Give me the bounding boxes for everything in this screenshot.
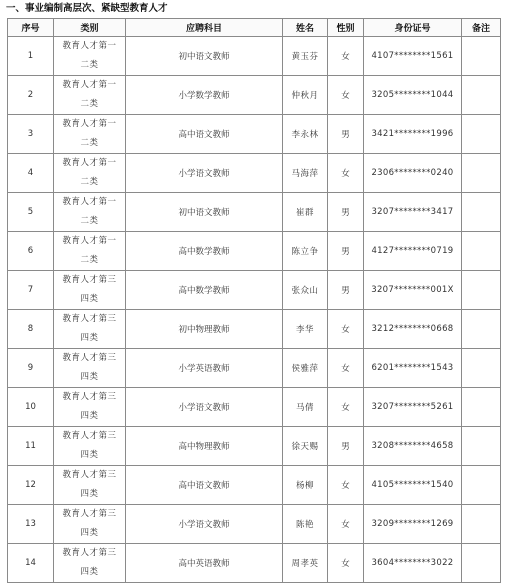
- cell-no: 9: [8, 349, 54, 388]
- cell-category: [54, 310, 126, 349]
- category-line-2: 二类: [80, 99, 99, 109]
- table-row: [8, 154, 501, 193]
- cell-id-number: 3421********1996: [364, 115, 462, 154]
- cell-name: 周孝英: [283, 544, 328, 583]
- category-line-1: 教育人才第一: [62, 80, 117, 90]
- cell-subject: 小学语文教师: [126, 505, 283, 544]
- cell-note: [462, 388, 501, 427]
- category-line-1: 教育人才第三: [62, 314, 117, 324]
- cell-note: [462, 349, 501, 388]
- cell-note: [462, 115, 501, 154]
- cell-category: [54, 193, 126, 232]
- cell-no: 5: [8, 193, 54, 232]
- cell-category: [54, 37, 126, 76]
- category-line-2: 二类: [80, 177, 99, 187]
- category-line-1: 教育人才第一: [62, 236, 117, 246]
- cell-no: 10: [8, 388, 54, 427]
- cell-category: [54, 115, 126, 154]
- cell-note: [462, 37, 501, 76]
- category-line-2: 四类: [80, 450, 99, 460]
- cell-gender: 男: [328, 427, 364, 466]
- cell-category: [54, 388, 126, 427]
- cell-category: [54, 232, 126, 271]
- header-name: 姓名: [283, 19, 328, 37]
- category-line-2: 四类: [80, 333, 99, 343]
- cell-category: [54, 466, 126, 505]
- cell-subject: 高中语文教师: [126, 466, 283, 505]
- cell-id-number: 3208********4658: [364, 427, 462, 466]
- table-row: [8, 310, 501, 349]
- table-row: [8, 115, 501, 154]
- category-line-2: 四类: [80, 294, 99, 304]
- table-row: [8, 76, 501, 115]
- cell-subject: 高中语文教师: [126, 115, 283, 154]
- category-line-1: 教育人才第三: [62, 548, 117, 558]
- cell-category: [54, 76, 126, 115]
- cell-subject: 小学英语教师: [126, 349, 283, 388]
- category-line-2: 四类: [80, 372, 99, 382]
- cell-name: 徐天赐: [283, 427, 328, 466]
- cell-id-number: 3604********3022: [364, 544, 462, 583]
- cell-id-number: 4105********1540: [364, 466, 462, 505]
- cell-gender: 女: [328, 310, 364, 349]
- cell-subject: 高中英语教师: [126, 544, 283, 583]
- cell-no: 4: [8, 154, 54, 193]
- cell-name: 李永林: [283, 115, 328, 154]
- category-line-2: 四类: [80, 411, 99, 421]
- roster-table: [7, 18, 501, 583]
- cell-id-number: 2306********0240: [364, 154, 462, 193]
- cell-id-number: 3212********0668: [364, 310, 462, 349]
- category-line-1: 教育人才第一: [62, 119, 117, 129]
- category-line-2: 四类: [80, 567, 99, 577]
- cell-id-number: 3207********5261: [364, 388, 462, 427]
- table-row: [8, 505, 501, 544]
- cell-category: [54, 349, 126, 388]
- category-line-2: 四类: [80, 489, 99, 499]
- table-row: [8, 427, 501, 466]
- cell-note: [462, 427, 501, 466]
- category-line-1: 教育人才第三: [62, 392, 117, 402]
- cell-subject: 初中语文教师: [126, 193, 283, 232]
- header-gender: 性别: [328, 19, 364, 37]
- cell-subject: 高中数学教师: [126, 232, 283, 271]
- cell-category: [54, 427, 126, 466]
- cell-subject: 初中物理教师: [126, 310, 283, 349]
- cell-name: 黄玉芬: [283, 37, 328, 76]
- cell-no: 2: [8, 76, 54, 115]
- cell-name: 李华: [283, 310, 328, 349]
- table-row: [8, 37, 501, 76]
- cell-subject: 小学数学教师: [126, 76, 283, 115]
- cell-no: 8: [8, 310, 54, 349]
- table-header-row: [8, 19, 501, 37]
- cell-note: [462, 193, 501, 232]
- category-line-1: 教育人才第三: [62, 431, 117, 441]
- cell-name: 马倩: [283, 388, 328, 427]
- cell-note: [462, 232, 501, 271]
- cell-subject: 初中语文教师: [126, 37, 283, 76]
- table-row: [8, 349, 501, 388]
- table-row: [8, 466, 501, 505]
- cell-no: 14: [8, 544, 54, 583]
- cell-gender: 女: [328, 76, 364, 115]
- cell-gender: 男: [328, 271, 364, 310]
- cell-note: [462, 271, 501, 310]
- cell-name: 陈立争: [283, 232, 328, 271]
- cell-note: [462, 505, 501, 544]
- category-line-2: 二类: [80, 60, 99, 70]
- cell-no: 6: [8, 232, 54, 271]
- table-row: [8, 232, 501, 271]
- cell-gender: 女: [328, 466, 364, 505]
- cell-gender: 女: [328, 154, 364, 193]
- cell-gender: 女: [328, 505, 364, 544]
- cell-category: [54, 544, 126, 583]
- category-line-2: 四类: [80, 528, 99, 538]
- cell-note: [462, 466, 501, 505]
- cell-name: 张众山: [283, 271, 328, 310]
- cell-id-number: 6201********1543: [364, 349, 462, 388]
- cell-gender: 男: [328, 193, 364, 232]
- header-category: 类别: [54, 19, 126, 37]
- cell-category: [54, 271, 126, 310]
- header-subject: 应聘科目: [126, 19, 283, 37]
- cell-note: [462, 310, 501, 349]
- cell-no: 1: [8, 37, 54, 76]
- cell-note: [462, 154, 501, 193]
- cell-id-number: 3209********1269: [364, 505, 462, 544]
- cell-gender: 女: [328, 544, 364, 583]
- cell-subject: 高中数学教师: [126, 271, 283, 310]
- cell-id-number: 4127********0719: [364, 232, 462, 271]
- cell-no: 11: [8, 427, 54, 466]
- cell-id-number: 4107********1561: [364, 37, 462, 76]
- category-line-2: 二类: [80, 216, 99, 226]
- table-row: [8, 193, 501, 232]
- category-line-2: 二类: [80, 255, 99, 265]
- table-row: [8, 388, 501, 427]
- cell-subject: 小学语文教师: [126, 388, 283, 427]
- category-line-1: 教育人才第三: [62, 509, 117, 519]
- cell-name: 侯雅萍: [283, 349, 328, 388]
- category-line-1: 教育人才第一: [62, 197, 117, 207]
- table-row: [8, 271, 501, 310]
- header-no: 序号: [8, 19, 54, 37]
- category-line-1: 教育人才第三: [62, 470, 117, 480]
- cell-no: 13: [8, 505, 54, 544]
- cell-gender: 女: [328, 37, 364, 76]
- cell-no: 3: [8, 115, 54, 154]
- header-note: 备注: [462, 19, 501, 37]
- cell-id-number: 3207********3417: [364, 193, 462, 232]
- cell-id-number: 3205********1044: [364, 76, 462, 115]
- category-line-1: 教育人才第三: [62, 353, 117, 363]
- cell-category: [54, 505, 126, 544]
- cell-id-number: 3207********001X: [364, 271, 462, 310]
- cell-gender: 女: [328, 388, 364, 427]
- table-row: [8, 544, 501, 583]
- cell-gender: 女: [328, 349, 364, 388]
- cell-category: [54, 154, 126, 193]
- cell-gender: 男: [328, 115, 364, 154]
- cell-name: 陈艳: [283, 505, 328, 544]
- section-title: 一、事业编制高层次、紧缺型教育人才: [6, 3, 168, 14]
- cell-name: 崔群: [283, 193, 328, 232]
- header-id-number: 身份证号: [364, 19, 462, 37]
- cell-subject: 小学语文教师: [126, 154, 283, 193]
- cell-subject: 高中物理教师: [126, 427, 283, 466]
- cell-note: [462, 76, 501, 115]
- cell-name: 马海萍: [283, 154, 328, 193]
- category-line-1: 教育人才第一: [62, 41, 117, 51]
- cell-no: 7: [8, 271, 54, 310]
- cell-gender: 男: [328, 232, 364, 271]
- cell-name: 仲秋月: [283, 76, 328, 115]
- category-line-1: 教育人才第一: [62, 158, 117, 168]
- category-line-2: 二类: [80, 138, 99, 148]
- category-line-1: 教育人才第三: [62, 275, 117, 285]
- cell-note: [462, 544, 501, 583]
- cell-name: 杨柳: [283, 466, 328, 505]
- cell-no: 12: [8, 466, 54, 505]
